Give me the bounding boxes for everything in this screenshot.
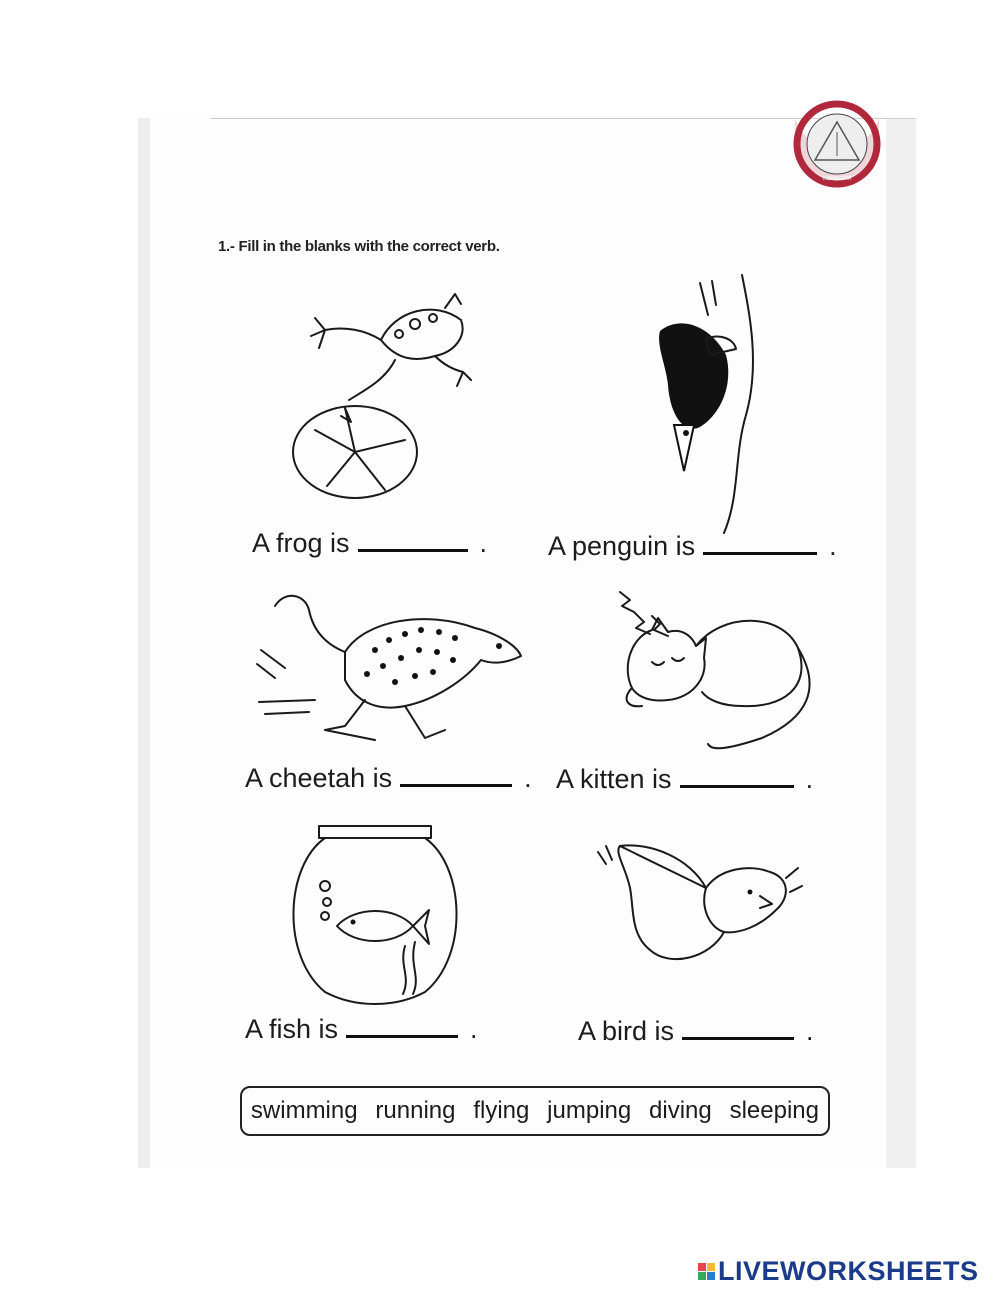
sentence-subject: A cheetah is — [245, 763, 393, 793]
sentence-end: . — [805, 764, 814, 794]
cheetah-illustration — [255, 590, 530, 754]
brand-square — [707, 1263, 715, 1271]
sentence-end: . — [470, 1014, 478, 1044]
instruction-text: 1.- Fill in the blanks with the correct verb. — [218, 238, 500, 255]
answer-blank[interactable] — [400, 766, 512, 787]
answer-blank[interactable] — [682, 1019, 794, 1040]
sentence-kitten — [556, 764, 813, 795]
answer-blank[interactable] — [680, 767, 794, 788]
sentence-cheetah — [245, 763, 532, 794]
sentence-end: . — [806, 1016, 814, 1046]
frog-illustration — [285, 290, 475, 514]
brand-squares-icon — [698, 1263, 715, 1280]
sentence-subject: A kitten is — [556, 764, 672, 794]
word-bank — [240, 1086, 830, 1136]
brand-name: LIVEWORKSHEETS — [718, 1255, 979, 1286]
sentence-penguin — [548, 531, 837, 562]
penguin-illustration — [650, 275, 770, 539]
brand-square — [707, 1272, 715, 1280]
liveworksheets-logo — [698, 1256, 979, 1286]
word-bank-option[interactable]: swimming — [250, 1097, 358, 1124]
word-bank-option[interactable]: running — [375, 1097, 456, 1124]
sentence-fish — [245, 1014, 478, 1045]
school-seal — [791, 118, 883, 194]
word-bank-option[interactable]: flying — [473, 1097, 530, 1124]
brand-square — [698, 1272, 706, 1280]
bird-illustration — [590, 838, 810, 992]
answer-blank[interactable] — [346, 1017, 458, 1038]
sentence-subject: A frog is — [252, 528, 350, 558]
sentence-end: . — [479, 528, 488, 558]
word-bank-option[interactable]: diving — [649, 1097, 712, 1124]
svg-text:COMPARTIR: COMPARTIR — [822, 176, 852, 182]
answer-blank[interactable] — [703, 534, 817, 555]
sentence-end: . — [829, 531, 837, 561]
sentence-frog — [252, 528, 487, 559]
sentence-subject: A penguin is — [548, 531, 696, 561]
word-bank-option[interactable]: sleeping — [729, 1097, 819, 1124]
answer-blank[interactable] — [358, 531, 468, 552]
sentence-subject: A bird is — [578, 1016, 675, 1046]
sentence-end: . — [524, 763, 532, 793]
sentence-subject: A fish is — [245, 1014, 339, 1044]
sentence-bird — [578, 1016, 814, 1047]
word-bank-option[interactable]: jumping — [547, 1097, 632, 1124]
fishbowl-illustration — [285, 826, 465, 1010]
kitten-illustration — [612, 588, 832, 762]
brand-square — [698, 1263, 706, 1271]
